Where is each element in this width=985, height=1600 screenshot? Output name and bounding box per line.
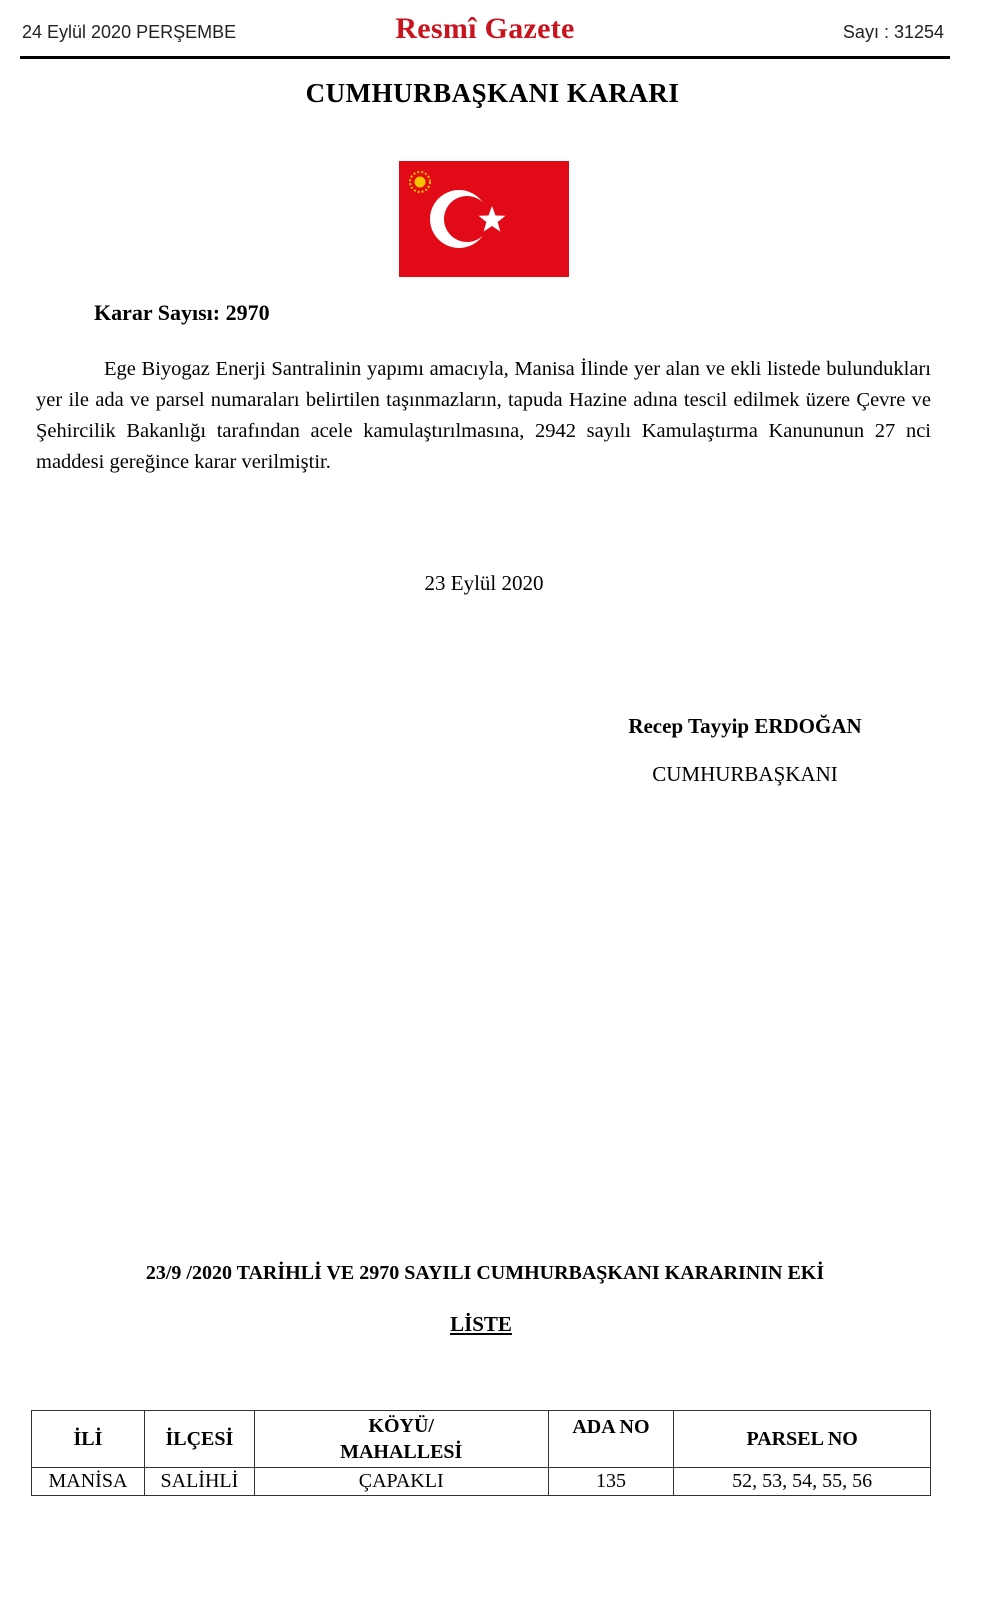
cell-block: 135 xyxy=(548,1468,674,1496)
signatory-title: CUMHURBAŞKANI xyxy=(652,762,838,786)
column-header-village-label: KÖYÜ/ MAHALLESİ xyxy=(340,1415,463,1463)
gazette-title: Resmî Gazete xyxy=(395,12,575,45)
signatory-name: Recep Tayyip ERDOĞAN xyxy=(628,714,862,738)
column-header-block: ADA NO xyxy=(548,1411,674,1468)
cell-village: ÇAPAKLI xyxy=(254,1468,548,1496)
column-header-village xyxy=(254,1411,548,1468)
decision-body: Ege Biyogaz Enerji Santralinin yapımı amacıyla, Manisa İlinde yer alan ve ekli listede bulundukları yer ile ada ve parsel numaraları belirtilen taşınmazların, tapuda Hazine adına tescil edilmek üzere Çevre ve Şehircilik Bakanlığı tarafından acele kamulaştırılmasına, 2942 sayılı Kamulaştırma Kanununun 27 nci maddesi gereğince karar verilmiştir. xyxy=(36,358,931,473)
cell-district: SALİHLİ xyxy=(144,1468,254,1496)
issue-number: Sayı : 31254 xyxy=(842,22,944,42)
list-title: LİSTE xyxy=(450,1312,512,1336)
column-header-parcel: PARSEL NO xyxy=(674,1411,931,1468)
cell-province: MANİSA xyxy=(32,1468,145,1496)
table-row xyxy=(32,1468,931,1496)
decision-heading: CUMHURBAŞKANI KARARI xyxy=(305,78,680,108)
table-header-row xyxy=(32,1411,931,1468)
annex-table xyxy=(31,1410,931,1496)
decision-date: 23 Eylül 2020 xyxy=(424,571,544,595)
gazette-header xyxy=(20,10,950,59)
column-header-province: İLİ xyxy=(32,1411,145,1468)
turkish-flag-icon xyxy=(399,161,569,277)
column-header-district: İLÇESİ xyxy=(144,1411,254,1468)
cell-parcel: 52, 53, 54, 55, 56 xyxy=(674,1468,931,1496)
decision-number: Karar Sayısı: 2970 xyxy=(94,300,270,325)
header-date: 24 Eylül 2020 PERŞEMBE xyxy=(22,22,237,42)
annex-title: 23/9 /2020 TARİHLİ VE 2970 SAYILI CUMHURBAŞKANI KARARININ EKİ xyxy=(145,1262,825,1284)
